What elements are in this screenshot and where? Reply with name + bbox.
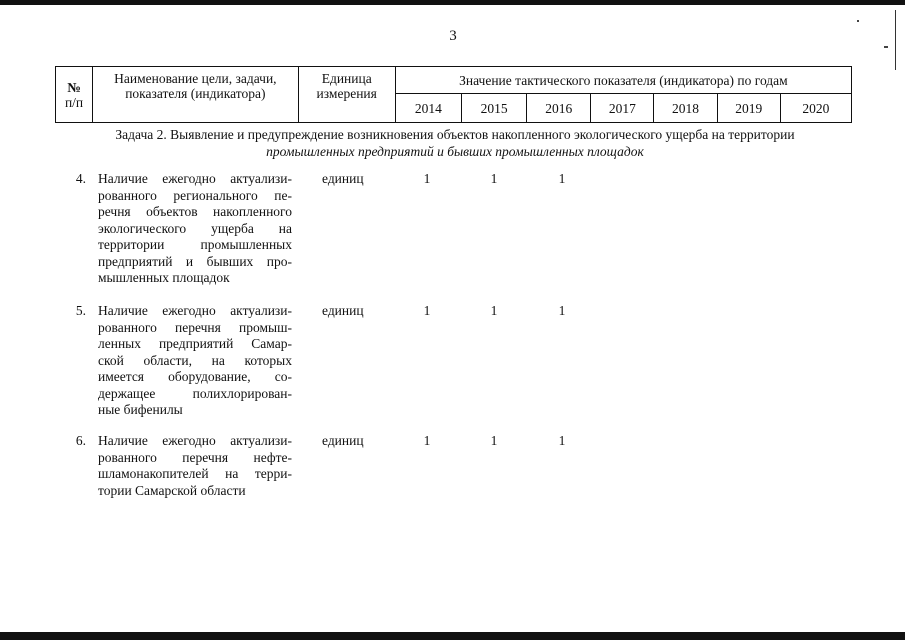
- header-year-2016: 2016: [527, 94, 591, 123]
- row-indicator-name: Наличие ежегодно актуализи- рованного регионального пе- речня объектов накопленного экологического ущерба на территории промышленных предприятий и бывших про- мышленных площадок: [98, 171, 292, 285]
- header-year-2018: 2018: [654, 94, 717, 123]
- row-indicator-name: Наличие ежегодно актуализи- рованного перечня нефте- шламонакопителей на терри- тории Самарской области: [98, 433, 292, 498]
- header-year-2015: 2015: [461, 94, 526, 123]
- row-number: 4.: [75, 171, 86, 186]
- header-year-2017: 2017: [591, 94, 654, 123]
- row-value-2015: 1: [490, 303, 498, 318]
- task-heading-line1: Задача 2. Выявление и предупреждение возникновения объектов накопленного экологического ущерба на территории: [115, 127, 795, 142]
- row-unit: единиц: [322, 171, 364, 186]
- header-year-2019: 2019: [717, 94, 780, 123]
- row-indicator-name: Наличие ежегодно актуализи- рованного перечня промыш- ленных предприятий Самар- ской области, на которых имеется оборудование, со- держащее полихлорирован- ные бифенилы: [98, 303, 292, 417]
- row-value-2016: 1: [558, 171, 566, 186]
- scan-right-edge: [895, 10, 896, 70]
- header-cell-number: № п/п: [56, 67, 93, 123]
- row-value-2016: 1: [558, 303, 566, 318]
- header-year-2020: 2020: [780, 94, 851, 123]
- row-unit: единиц: [322, 303, 364, 318]
- row-value-2014: 1: [423, 433, 431, 448]
- scan-speck: [884, 46, 888, 48]
- scan-top-border: [0, 0, 905, 5]
- row-number: 6.: [75, 433, 86, 448]
- header-cell-name: Наименование цели, задачи, показателя (индикатора): [93, 67, 299, 123]
- row-value-2014: 1: [423, 171, 431, 186]
- header-cell-values-title: Значение тактического показателя (индикатора) по годам: [395, 67, 851, 94]
- row-value-2015: 1: [490, 433, 498, 448]
- task-heading: [60, 126, 850, 160]
- task-heading-line2: промышленных предприятий и бывших промышленных площадок: [266, 144, 644, 159]
- row-value-2015: 1: [490, 171, 498, 186]
- header-cell-unit: Единица измерения: [298, 67, 395, 123]
- row-unit: единиц: [322, 433, 364, 448]
- row-value-2016: 1: [558, 433, 566, 448]
- indicator-header-table: [55, 66, 852, 123]
- header-year-2014: 2014: [395, 94, 461, 123]
- scan-bottom-border: [0, 632, 905, 640]
- scan-speck: [857, 20, 859, 22]
- row-value-2014: 1: [423, 303, 431, 318]
- row-number: 5.: [75, 303, 86, 318]
- page-number: 3: [449, 28, 457, 44]
